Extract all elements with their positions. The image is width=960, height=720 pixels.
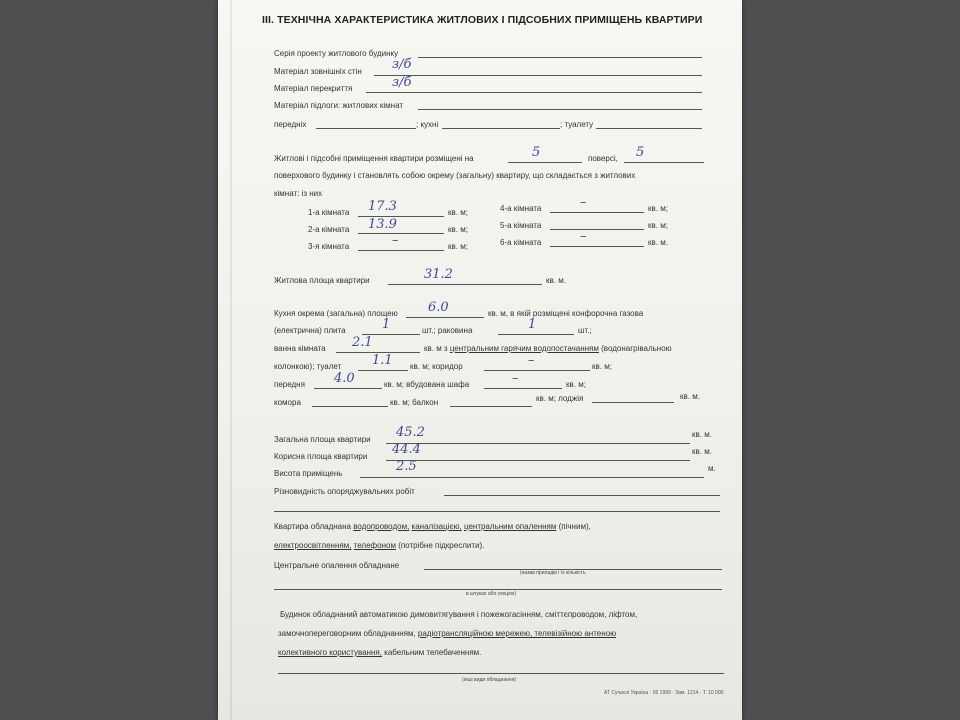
heating-label: Центральне опалення обладнане [274,561,400,570]
print-footer: АТ Сучасні Україна · 05 1999 · Зам. 1214 · Т. 10 000 [604,690,724,696]
finishing-line-2 [274,511,720,512]
toilet-label: колонкою); туалет [274,362,342,371]
room-5-unit: кв. м; [648,221,668,230]
background-right [742,0,960,720]
room-1-value: 17.3 [368,199,397,214]
toilet-line [358,370,408,371]
closet-unit: кв. м; [566,380,586,389]
kitchen-floor-line [442,128,560,129]
balcony-line [450,406,532,407]
hall-line [314,388,382,389]
location-line3: кімнат: із них [274,189,323,198]
storage-line [312,406,388,407]
room-5-line [550,229,644,230]
room-1-unit: кв. м; [448,208,468,217]
closet-line [484,388,562,389]
other-equipment-caption: (інші види обладнання) [462,677,517,683]
hall-floor-label: передніх [274,120,307,129]
total-area-line [386,443,690,444]
room-5-label: 5-а кімната [500,221,542,230]
page-fold [230,0,232,720]
closet-value: – [512,371,519,386]
bath-label: ванна кімната [274,344,326,353]
living-area-label: Житлова площа квартири [274,276,370,285]
toilet-floor-line [596,128,702,129]
sink-unit: шт.; [578,326,592,335]
kitchen-area-label: Кухня окрема (загальна) площею [274,309,398,318]
room-2-unit: кв. м; [448,225,468,234]
room-4-label: 4-а кімната [500,204,542,213]
project-series-line [418,57,702,58]
room-2-line [358,233,444,234]
kitchen-floor-label: ; кухні [416,120,439,129]
storage-label: комора [274,398,301,407]
living-area-value: 31.2 [424,267,453,282]
hall-suffix: кв. м; вбудована шафа [384,380,470,389]
room-1-label: 1-а кімната [308,208,350,217]
floor-value-line [508,162,582,163]
floor-label: Матеріал підлоги: житлових кімнат [274,101,404,110]
equipment-line2: електроосвітленням, телефоном (потрібне підкреслити). [274,541,485,550]
background-left [0,0,220,720]
total-area-value: 45.2 [396,425,425,440]
useful-area-label: Корисна площа квартири [274,452,368,461]
kitchen-area-suffix: кв. м, в якій розміщені конфорочна газова [488,309,644,318]
ceiling-line [366,92,702,93]
building-line2: замочнопереговорним обладнанням, радіотрансляційною мережею, телевізійною антеною [278,629,617,638]
useful-area-value: 44.4 [392,442,421,457]
corridor-line [484,370,590,371]
hall-label: передня [274,380,305,389]
hall-value: 4.0 [334,371,355,386]
living-area-line [388,284,542,285]
useful-area-line [386,460,690,461]
room-3-line [358,250,444,251]
useful-area-unit: кв. м. [692,447,712,456]
sink-line [498,334,574,335]
heating-caption: (назва приладів і їх кількість [520,570,586,576]
room-2-value: 13.9 [368,217,397,232]
room-3-label: 3-я кімната [308,242,350,251]
storeys-value-line [624,162,704,163]
floor-value: 5 [532,145,541,160]
height-label: Висота приміщень [274,469,343,478]
sink-value: 1 [528,317,537,332]
bath-suffix: кв. м з центральним гарячим водопостачанням (водонагрівальною [424,344,672,353]
kitchen-area-value: 6.0 [428,300,449,315]
height-line [360,477,704,478]
heating-caption-2: в штуках або секціях) [466,591,516,597]
height-value: 2.5 [396,459,417,474]
room-2-label: 2-а кімната [308,225,350,234]
total-area-label: Загальна площа квартири [274,435,371,444]
toilet-suffix: кв. м; коридор [410,362,463,371]
balcony-unit: кв. м; лоджія [536,394,584,403]
stove-value: 1 [382,317,391,332]
height-unit: м. [708,464,716,473]
stove-unit: шт.; раковина [422,326,473,335]
room-6-unit: кв. м. [648,238,668,247]
finishing-line [444,495,720,496]
room-3-unit: кв. м; [448,242,468,251]
walls-line [374,75,702,76]
room-6-value: – [580,229,587,244]
equipment-line1: Квартира обладнана водопроводом, каналізацією, центральним опаленням (пічним), [274,522,591,531]
walls-value: з/б [392,57,412,72]
corridor-value: – [528,353,535,368]
heating-line-2 [274,589,722,590]
finishing-label: Різновидність опоряджувальних робіт [274,487,415,496]
ceiling-label: Матеріал перекриття [274,84,353,93]
other-equipment-line [278,673,724,674]
floor-line [418,109,702,110]
location-line2: поверхового будинку і становлять собою окрему (загальну) квартиру, що складається з житлових [274,171,636,180]
location-line1: Житлові і підсобні приміщення квартири розміщені на [274,154,474,163]
storeys-value: 5 [636,145,645,160]
hall-floor-line [316,128,416,129]
floor-suffix: поверсі, [588,154,618,163]
total-area-unit: кв. м. [692,430,712,439]
room-4-unit: кв. м; [648,204,668,213]
toilet-floor-label: ; туалету [560,120,594,129]
corridor-unit: кв. м; [592,362,612,371]
bath-value: 2.1 [352,335,373,350]
room-6-line [550,246,644,247]
storage-unit: кв. м; балкон [390,398,439,407]
project-series-label: Серія проекту житлового будинку [274,49,399,58]
toilet-value: 1.1 [372,353,393,368]
room-4-line [550,212,644,213]
building-line3: колективного користування, кабельним телебаченням. [278,648,482,657]
room-4-value: – [580,195,587,210]
kitchen-area-line [406,317,484,318]
loggia-unit: кв. м. [680,392,700,401]
walls-label: Матеріал зовнішніх стін [274,67,362,76]
room-3-value: – [392,233,399,248]
building-line1: Будинок обладнаний автоматикою димовитягування і пожежогасінням, сміттєпроводом, ліфтом, [280,610,638,619]
room-6-label: 6-а кімната [500,238,542,247]
living-area-unit: кв. м. [546,276,566,285]
section-title: III. ТЕХНІЧНА ХАРАКТЕРИСТИКА ЖИТЛОВИХ І ПІДСОБНИХ ПРИМІЩЕНЬ КВАРТИРИ [262,14,703,26]
loggia-line [592,402,674,403]
ceiling-value: з/б [392,75,412,90]
stove-label: (електрична) плита [274,326,346,335]
